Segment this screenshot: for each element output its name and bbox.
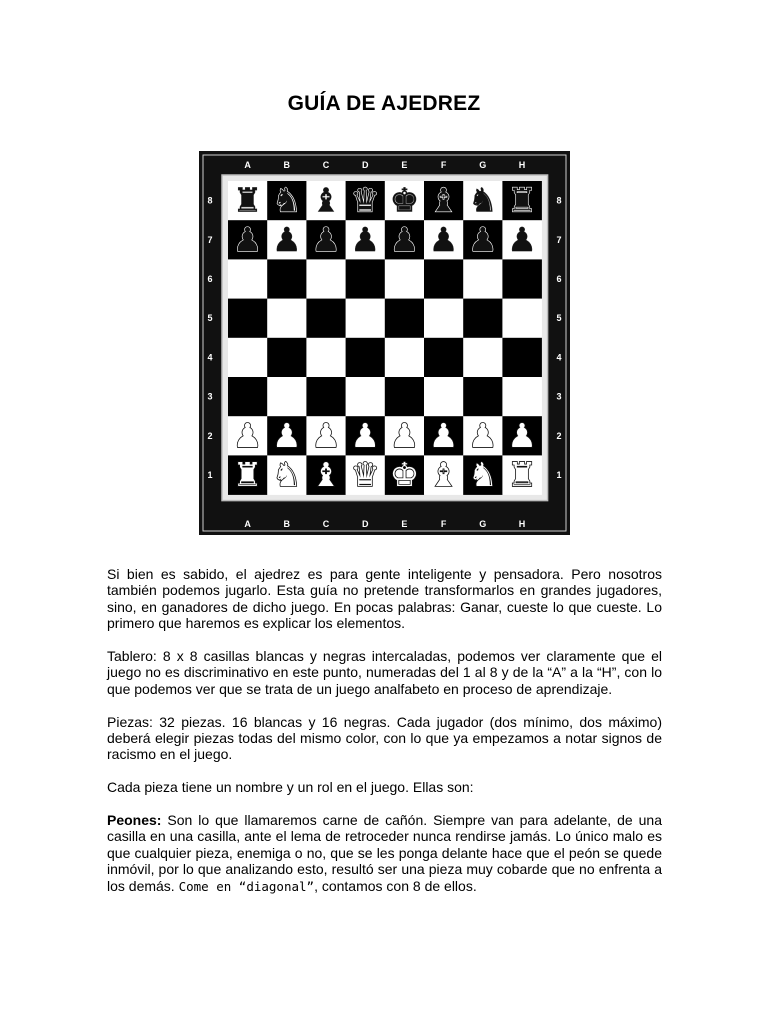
peones-diagonal: Come en “diagonal” (178, 878, 315, 894)
board-square (385, 377, 425, 417)
peones-text: Son lo que llamaremos carne de cañón. Siempre van para adelante, de una casilla en una casilla, ante el lema de retroceder nunca rendirse jamás. Lo único malo es que cualquier pieza, enemiga o no, que se les ponga delante hace que el peón se quede inmóvil, por lo que analizando esto, resultó ser una pieza muy cobarde que no enfrenta a los demás. (107, 812, 662, 894)
white-rook-icon: ♜ (232, 454, 263, 494)
board-square (385, 338, 425, 378)
black-king-icon: ♚ (389, 180, 420, 220)
black-knight-icon: ♞ (468, 180, 498, 220)
board-square (463, 338, 503, 378)
white-pawn-icon: ♟ (389, 415, 420, 455)
rank-label-left: 3 (207, 391, 213, 402)
file-label-top: G (479, 160, 487, 170)
black-bishop-icon: ♝ (428, 180, 459, 220)
board-square (346, 259, 386, 299)
board-square (424, 377, 464, 417)
paragraph-tablero: Tablero: 8 x 8 casillas blancas y negras intercaladas, podemos ver claramente que el juego no es discriminativo en este punto, numeradas del 1 al 8 y de la “A” a la “H”, con lo que podemos ver que se trata de un juego analfabeto en proceso de aprendizaje. (107, 648, 662, 697)
rank-label-left: 5 (207, 313, 213, 324)
file-label-bottom: G (479, 519, 487, 529)
board-square (306, 338, 346, 378)
peones-end: , contamos con 8 de ellos. (314, 877, 477, 894)
file-label-bottom: F (440, 519, 447, 529)
white-pawn-icon: ♟ (350, 415, 380, 455)
black-pawn-icon: ♟ (428, 219, 459, 259)
board-square (346, 377, 386, 417)
file-label-top: A (244, 160, 251, 170)
board-square (502, 299, 542, 339)
board-square (306, 259, 346, 299)
board-square (463, 299, 503, 339)
white-pawn-icon: ♟ (272, 415, 302, 455)
black-queen-icon: ♛ (350, 180, 380, 220)
white-pawn-icon: ♟ (468, 415, 498, 455)
file-label-top: B (283, 160, 291, 170)
chess-board-figure (199, 151, 570, 535)
rank-label-left: 6 (207, 274, 213, 284)
rank-label-right: 2 (556, 430, 562, 441)
rank-label-right: 8 (556, 195, 562, 206)
board-square (424, 299, 464, 339)
file-label-top: D (361, 160, 369, 170)
page-title: GUÍA DE AJEDREZ (287, 92, 481, 115)
white-queen-icon: ♛ (350, 454, 380, 494)
white-knight-icon: ♞ (468, 454, 498, 494)
file-label-bottom: E (401, 519, 408, 529)
file-label-bottom: D (361, 519, 369, 529)
white-bishop-icon: ♝ (428, 454, 459, 494)
rank-label-right: 5 (556, 313, 562, 324)
board-square (385, 259, 425, 299)
white-pawn-icon: ♟ (232, 415, 263, 455)
file-label-bottom: C (322, 519, 330, 529)
rank-label-left: 8 (207, 195, 213, 206)
peones-label: Peones: (107, 812, 162, 829)
board-square (346, 338, 386, 378)
board-square (424, 338, 464, 378)
rank-label-left: 2 (207, 430, 213, 441)
black-rook-icon: ♜ (507, 180, 537, 220)
black-pawn-icon: ♟ (350, 219, 380, 259)
chess-board-svg (199, 151, 570, 535)
board-square (306, 377, 346, 417)
rank-label-right: 7 (556, 234, 562, 245)
board-square (463, 377, 503, 417)
board-square (267, 299, 307, 339)
black-pawn-icon: ♟ (507, 219, 537, 259)
file-label-bottom: B (283, 519, 291, 529)
file-label-top: E (401, 160, 408, 170)
board-square (346, 299, 386, 339)
board-square (306, 299, 346, 339)
paragraph-intro: Si bien es sabido, el ajedrez es para gente inteligente y pensadora. Pero nosotros también podemos jugarlo. Esta guía no pretende transformarlos en grandes jugadores, sino, en ganadores de dicho juego. En pocas palabras: Ganar, cueste lo que cueste. Lo primero que haremos es explicar los elementos. (107, 566, 662, 632)
board-square (267, 338, 307, 378)
board-square (424, 259, 464, 299)
board-square (502, 338, 542, 378)
file-label-top: F (440, 160, 447, 170)
black-pawn-icon: ♟ (272, 219, 302, 259)
board-square (228, 259, 268, 299)
black-pawn-icon: ♟ (389, 219, 420, 259)
white-pawn-icon: ♟ (311, 415, 341, 455)
board-square (228, 377, 268, 417)
white-king-icon: ♚ (389, 454, 420, 494)
paragraph-peones (107, 812, 662, 895)
board-square (267, 377, 307, 417)
white-bishop-icon: ♝ (311, 454, 341, 494)
rank-label-right: 4 (556, 352, 562, 363)
black-pawn-icon: ♟ (311, 219, 341, 259)
board-square (228, 338, 268, 378)
rank-label-left: 4 (207, 352, 213, 363)
board-square (267, 259, 307, 299)
black-pawn-icon: ♟ (232, 219, 263, 259)
white-knight-icon: ♞ (272, 454, 302, 494)
rank-label-right: 6 (556, 274, 562, 284)
white-rook-icon: ♜ (507, 454, 537, 494)
black-pawn-icon: ♟ (468, 219, 498, 259)
rank-label-right: 3 (556, 391, 562, 402)
file-label-bottom: H (518, 519, 526, 529)
paragraph-roles: Cada pieza tiene un nombre y un rol en el juego. Ellas son: (107, 779, 474, 796)
file-label-bottom: A (244, 519, 251, 529)
board-square (385, 299, 425, 339)
file-label-top: C (322, 160, 330, 170)
body-text (107, 566, 662, 911)
board-square (228, 299, 268, 339)
rank-label-left: 7 (207, 234, 213, 245)
file-label-top: H (518, 160, 526, 170)
black-knight-icon: ♞ (272, 180, 302, 220)
board-square (502, 259, 542, 299)
rank-label-right: 1 (556, 470, 562, 480)
black-bishop-icon: ♝ (311, 180, 341, 220)
white-pawn-icon: ♟ (507, 415, 537, 455)
paragraph-piezas: Piezas: 32 piezas. 16 blancas y 16 negras. Cada jugador (dos mínimo, dos máximo) deberá elegir piezas todas del mismo color, con lo que ya empezamos a notar signos de racismo en el juego. (107, 713, 662, 763)
board-square (502, 377, 542, 417)
white-pawn-icon: ♟ (428, 415, 459, 455)
black-rook-icon: ♜ (232, 180, 263, 220)
rank-label-left: 1 (207, 470, 213, 480)
board-square (463, 259, 503, 299)
